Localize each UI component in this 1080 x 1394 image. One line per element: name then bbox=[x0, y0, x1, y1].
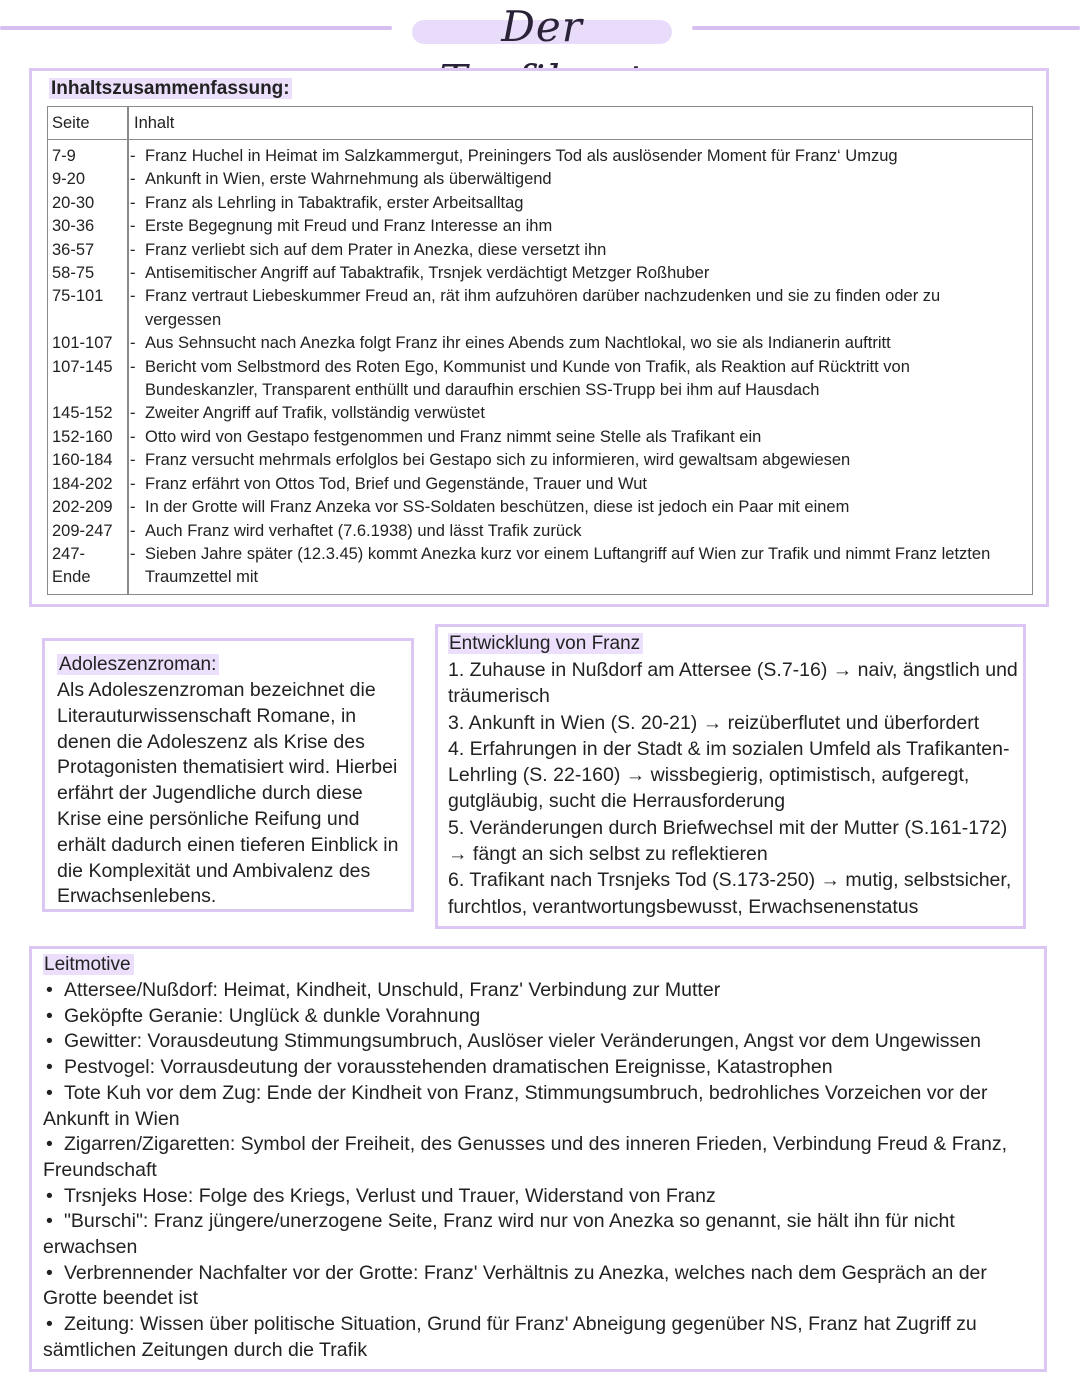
bullet-icon: • bbox=[46, 1261, 53, 1284]
list-item-text: "Burschi": Franz jüngere/unerzogene Seite, Franz wird nur von Anezka so genannt, sie hält ihn für nicht erwachsen bbox=[43, 1210, 955, 1259]
list-item-text: Gewitter: Vorausdeutung Stimmungsumbruch, Auslöser vieler Veränderungen, Angst vor dem Ungewissen bbox=[64, 1030, 981, 1053]
row-text: Zweiter Angriff auf Trafik, vollständig verwüstet bbox=[145, 404, 485, 423]
row-text: Aus Sehnsucht nach Anezka folgt Franz ihr eines Abends zum Nachtlokal, wo sie als Indianerin auftritt bbox=[145, 334, 891, 353]
row-text: Bericht vom Selbstmord des Roten Ego, Kommunist und Kunde von Trafik, als Reaktion auf Rücktritt von Bundeskanzler, Transparent enthüllt und daraufhin erschien SS-Trupp bei ihm auf Hausdach bbox=[145, 357, 910, 400]
row-page: 184-202 bbox=[52, 474, 113, 493]
list-item bbox=[43, 1055, 1043, 1081]
table-row bbox=[48, 168, 1032, 191]
row-dash: - bbox=[130, 357, 136, 376]
entwicklung-heading-text: Entwicklung von Franz bbox=[448, 633, 643, 654]
row-page: 75-101 bbox=[52, 287, 104, 306]
list-item bbox=[43, 1184, 1043, 1210]
adoleszenz-text: Als Adoleszenzroman bezeichnet die Literauturwissenschaft Romane, in denen die Adoleszenz als Krise des Protagonisten thematisiert wird. Hierbei erfährt der Jugendliche durch diese Krise eine persönliche Reifung und erhält dadurch einen tieferen Einblick in die Komplexität und Ambivalenz des Erwachsenlebens. bbox=[57, 679, 399, 908]
bullet-icon: • bbox=[46, 1056, 53, 1079]
row-text: Erste Begegnung mit Freud und Franz Interesse an ihm bbox=[145, 217, 553, 236]
table-row bbox=[48, 239, 1032, 262]
summary-heading-text: Inhaltszusammenfassung: bbox=[51, 78, 290, 99]
row-dash: - bbox=[130, 474, 136, 493]
row-text: In der Grotte will Franz Anzeka vor SS-Soldaten beschützen, diese ist jedoch ein Paar mit einem bbox=[145, 498, 850, 517]
row-dash: - bbox=[130, 404, 136, 423]
row-text: Auch Franz wird verhaftet (7.6.1938) und lässt Trafik zurück bbox=[145, 521, 582, 540]
list-item: 1. Zuhause in Nußdorf am Attersee (S.7-16) → naiv, ängstlich und träumerisch bbox=[448, 659, 1018, 708]
header-content: Inhalt bbox=[134, 114, 175, 132]
row-dash: - bbox=[130, 451, 136, 470]
list-item bbox=[43, 1312, 1043, 1363]
list-item bbox=[43, 1261, 1043, 1312]
bullet-icon: • bbox=[46, 1184, 53, 1207]
row-dash: - bbox=[130, 427, 136, 446]
list-item bbox=[43, 1209, 1043, 1260]
table-row bbox=[48, 262, 1032, 285]
row-dash: - bbox=[130, 544, 136, 563]
adoleszenz-heading bbox=[57, 653, 219, 677]
table-row bbox=[48, 543, 1032, 590]
table-row bbox=[48, 402, 1032, 425]
table-row bbox=[48, 496, 1032, 519]
row-page: 152-160 bbox=[52, 427, 113, 446]
summary-heading bbox=[49, 77, 292, 101]
table-row bbox=[48, 215, 1032, 238]
entwicklung-list bbox=[448, 657, 1023, 920]
row-page: 160-184 bbox=[52, 451, 113, 470]
row-text: Franz verliebt sich auf dem Prater in Anezka, diese versetzt ihn bbox=[145, 240, 607, 259]
page-title-block bbox=[392, 0, 692, 56]
row-dash: - bbox=[130, 170, 136, 189]
adoleszenz-box bbox=[42, 638, 414, 912]
row-text: Franz Huchel in Heimat im Salzkammergut, Preiningers Tod als auslösender Moment für Franz‘ Umzug bbox=[145, 147, 898, 165]
row-dash: - bbox=[130, 334, 136, 353]
row-page: 20-30 bbox=[52, 193, 95, 212]
row-text: Otto wird von Gestapo festgenommen und Franz nimmt seine Stelle als Trafikant ein bbox=[145, 427, 762, 446]
row-page: 247- Ende bbox=[52, 544, 91, 587]
row-page: 36-57 bbox=[52, 240, 95, 259]
row-text: Sieben Jahre später (12.3.45) kommt Anezka kurz vor einem Luftangriff auf Wien zur Trafik und nimmt Franz letzten Traumzettel mit bbox=[145, 544, 991, 587]
row-dash: - bbox=[130, 240, 136, 259]
list-item: 5. Veränderungen durch Briefwechsel mit der Mutter (S.161-172) → fängt an sich selbst zu reflektieren bbox=[448, 816, 1008, 866]
table-row bbox=[48, 520, 1032, 543]
list-item bbox=[43, 1029, 1043, 1055]
list-item: 4. Erfahrungen in der Stadt & im sozialen Umfeld als Trafikanten-Lehrling (S. 22-160) → wissbegierig, optimistisch, aufgeregt, gutgläubig, sucht die Herrausforderung bbox=[448, 737, 1010, 813]
row-text: Franz erfährt von Ottos Tod, Brief und Gegenstände, Trauer und Wut bbox=[145, 474, 648, 493]
table-row bbox=[48, 426, 1032, 449]
list-item-text: Tote Kuh vor dem Zug: Ende der Kindheit von Franz, Stimmungsumbruch, bedrohliches Vorzeichen vor der Ankunft in Wien bbox=[43, 1081, 988, 1130]
row-page: 202-209 bbox=[52, 498, 113, 517]
row-dash: - bbox=[130, 287, 136, 306]
row-page: 107-145 bbox=[52, 357, 113, 376]
row-dash: - bbox=[130, 498, 136, 517]
row-page: 58-75 bbox=[52, 264, 95, 283]
header-page: Seite bbox=[52, 114, 90, 132]
row-page: 145-152 bbox=[52, 404, 113, 423]
row-dash: - bbox=[130, 521, 136, 540]
table-row bbox=[48, 473, 1032, 496]
row-page: 30-36 bbox=[52, 217, 95, 236]
table-row bbox=[48, 285, 1032, 332]
list-item bbox=[43, 1004, 1043, 1030]
bullet-icon: • bbox=[46, 979, 53, 1001]
row-page: 7-9 bbox=[52, 147, 76, 165]
summary-table bbox=[47, 106, 1033, 595]
title-rule-right bbox=[692, 26, 1080, 30]
list-item-text: Verbrennender Nachfalter vor der Grotte: Franz' Verhältnis zu Anezka, welches nach dem Gespräch an der Grotte beendet ist bbox=[43, 1261, 987, 1310]
row-page: 209-247 bbox=[52, 521, 113, 540]
summary-box bbox=[29, 68, 1049, 607]
row-page: 9-20 bbox=[52, 170, 86, 189]
bullet-icon: • bbox=[46, 1004, 53, 1027]
row-dash: - bbox=[130, 147, 136, 165]
bullet-icon: • bbox=[46, 1030, 53, 1053]
row-dash: - bbox=[130, 217, 136, 236]
list-item: 3. Ankunft in Wien (S. 20-21) → reizüberflutet und überfordert bbox=[448, 711, 980, 734]
row-dash: - bbox=[130, 193, 136, 212]
row-text: Ankunft in Wien, erste Wahrnehmung als überwältigend bbox=[145, 170, 552, 189]
table-header bbox=[48, 107, 1032, 140]
table-row bbox=[48, 192, 1032, 215]
row-text: Antisemitischer Angriff auf Tabaktrafik, Trsnjek verdächtigt Metzger Roßhuber bbox=[145, 264, 710, 283]
list-item: 6. Trafikant nach Trsnjeks Tod (S.173-250) → mutig, selbstsicher, furchtlos, verantwortungsbewusst, Erwachsenenstatus bbox=[448, 869, 1012, 918]
table-row bbox=[48, 332, 1032, 355]
bullet-icon: • bbox=[46, 1081, 53, 1104]
adoleszenz-heading-text: Adoleszenzroman: bbox=[57, 654, 219, 675]
table-row bbox=[48, 449, 1032, 472]
title-rule-left bbox=[0, 26, 392, 30]
table-row bbox=[48, 145, 1032, 168]
page-title: Der bbox=[501, 2, 583, 51]
bullet-icon: • bbox=[46, 1133, 53, 1156]
list-item-text: Attersee/Nußdorf: Heimat, Kindheit, Unschuld, Franz' Verbindung zur Mutter bbox=[64, 979, 721, 1001]
leitmotive-box bbox=[29, 946, 1047, 1372]
list-item-text: Zeitung: Wissen über politische Situation, Grund für Franz' Abneigung gegenüber NS, Franz hat Zugriff zu sämtlichen Zeitungen durch die Trafik bbox=[43, 1313, 977, 1361]
row-dash: - bbox=[130, 264, 136, 283]
row-text: Franz vertraut Liebeskummer Freud an, rät ihm aufzuhören darüber nachzudenken und sie zu finden oder zu vergessen bbox=[145, 287, 941, 329]
row-text: Franz versucht mehrmals erfolglos bei Gestapo sich zu informieren, wird gewaltsam abgewiesen bbox=[145, 451, 851, 470]
table-row bbox=[48, 356, 1032, 403]
row-text: Franz als Lehrling in Tabaktrafik, erster Arbeitsalltag bbox=[145, 193, 524, 212]
table-body bbox=[48, 145, 1032, 590]
entwicklung-box bbox=[435, 624, 1026, 929]
row-page: 101-107 bbox=[52, 334, 113, 353]
list-item-text: Trsnjeks Hose: Folge des Kriegs, Verlust und Trauer, Widerstand von Franz bbox=[64, 1184, 716, 1207]
leitmotive-heading-text: Leitmotive bbox=[43, 954, 134, 975]
bullet-icon: • bbox=[46, 1210, 53, 1233]
list-item-text: Zigarren/Zigaretten: Symbol der Freiheit, des Genusses und des inneren Frieden, Verbindung Freud & Franz, Freundschaft bbox=[43, 1133, 1007, 1181]
bullet-icon: • bbox=[46, 1313, 53, 1336]
list-item bbox=[43, 978, 1043, 1004]
entwicklung-heading bbox=[448, 631, 643, 656]
list-item-text: Pestvogel: Vorrausdeutung der vorausstehenden dramatischen Ereignisse, Katastrophen bbox=[64, 1056, 833, 1079]
list-item bbox=[43, 1081, 1043, 1132]
leitmotive-heading bbox=[43, 952, 134, 977]
list-item-text: Geköpfte Geranie: Unglück & dunkle Vorahnung bbox=[64, 1004, 481, 1027]
list-item bbox=[43, 1132, 1043, 1183]
leitmotive-list bbox=[43, 978, 1043, 1364]
